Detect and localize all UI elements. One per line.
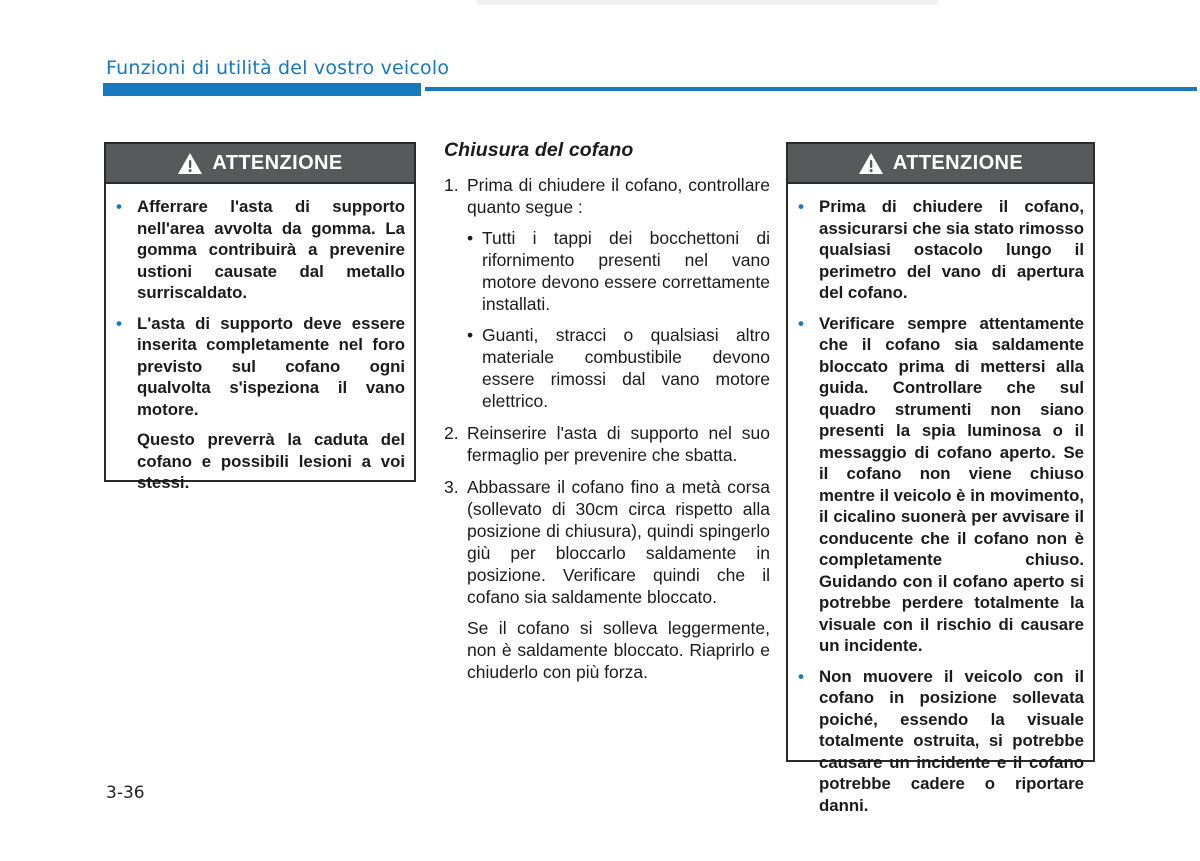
warning-title: ATTENZIONE — [212, 151, 343, 174]
numbered-step — [444, 476, 770, 683]
warning-title: ATTENZIONE — [892, 151, 1024, 174]
procedure-column — [444, 139, 770, 693]
page-number: 3-36 — [106, 783, 145, 803]
bullet-dot: • — [798, 666, 804, 686]
step-body — [467, 476, 770, 683]
warning-continuation: Questo preverrà la caduta del cofano e possibili lesioni a voi stessi. — [137, 430, 405, 492]
bullet-dot: • — [467, 325, 474, 345]
list-item — [116, 196, 405, 304]
sub-list-item — [467, 227, 770, 315]
heading-underline-thick — [103, 83, 421, 96]
warning-body — [788, 184, 1093, 835]
step-number: 3. — [444, 477, 459, 497]
step-text: Abbassare il cofano fino a metà corsa (sollevato di 30cm circa rispetto alla posizione di chiusura), quindi spingerlo giù per bloccarlo saldamente in posizione. Verificare quindi che il cofano sia saldamente bloccato. — [467, 477, 770, 607]
bullet-dot: • — [467, 228, 474, 248]
step-body — [467, 422, 770, 466]
sub-list-item — [467, 324, 770, 412]
warning-triangle-icon — [858, 152, 884, 175]
step-continuation: Se il cofano si solleva leggermente, non è saldamente bloccato. Riaprirlo e chiuderlo con più forza. — [467, 618, 770, 682]
list-item — [798, 313, 1084, 657]
procedure-title: Chiusura del cofano — [444, 139, 634, 161]
step-text: Prima di chiudere il cofano, controllare quanto segue : — [467, 175, 770, 217]
heading-underline-thin — [425, 87, 1197, 91]
warning-triangle-icon — [177, 152, 203, 175]
bullet-dot: • — [116, 197, 122, 216]
warning-box-right — [786, 142, 1095, 815]
list-item — [116, 313, 405, 421]
sub-item-text: Guanti, stracci o qualsiasi altro materiale combustibile devono essere rimossi dal vano motore elettrico. — [482, 325, 770, 411]
sub-item-text: Tutti i tappi dei bocchettoni di rifornimento presenti nel vano motore devono essere correttamente installati. — [482, 228, 770, 314]
bullet-dot: • — [798, 197, 804, 216]
warning-box-left — [104, 142, 416, 492]
step-number: 1. — [444, 175, 459, 195]
numbered-step — [444, 422, 770, 466]
chapter-heading: Funzioni di utilità del vostro veicolo — [106, 57, 450, 79]
step-text: Reinserire l'asta di supporto nel suo fermaglio per prevenire che sbatta. — [467, 423, 770, 465]
warning-text: Afferrare l'asta di supporto nell'area avvolta da gomma. La gomma contribuirà a prevenire ustioni causate dal metallo surriscaldato. — [137, 197, 405, 302]
numbered-step — [444, 174, 770, 412]
warning-header — [788, 144, 1093, 184]
warning-text: Prima di chiudere il cofano, assicurarsi che sia stato rimosso qualsiasi ostacolo lungo il perimetro del vano di apertura del cofano. — [819, 197, 1084, 302]
list-item — [798, 196, 1084, 304]
warning-text: Verificare sempre attentamente che il cofano sia saldamente bloccato prima di mettersi alla guida. Controllare che sul quadro strumenti non siano presenti la spia luminosa o il messaggio di cofano aperto. Se il cofano non viene chiuso mentre il veicolo è in movimento, il cicalino suonerà per avvisare il conducente che il cofano non è completamente chiuso. Guidando con il cofano aperto si potrebbe perdere totalmente la visuale con il rischio di causare un incidente. — [819, 313, 1084, 655]
warning-text: Non muovere il veicolo con il cofano in posizione sollevata poiché, essendo la visuale totalmente ostruita, si potrebbe causare un incidente e il cofano potrebbe cadere o riportare danni. — [819, 666, 1084, 815]
step-number: 2. — [444, 423, 459, 443]
warning-header — [106, 144, 414, 184]
warning-body — [106, 184, 414, 504]
warning-text: L'asta di supporto deve essere inserita completamente nel foro previsto sul cofano ogni qualvolta s'ispeziona il vano motore. — [137, 313, 405, 419]
top-edge-divider — [477, 0, 938, 5]
bullet-dot: • — [116, 313, 122, 333]
bullet-dot: • — [798, 313, 804, 333]
list-item — [798, 666, 1084, 817]
step-body — [467, 174, 770, 412]
